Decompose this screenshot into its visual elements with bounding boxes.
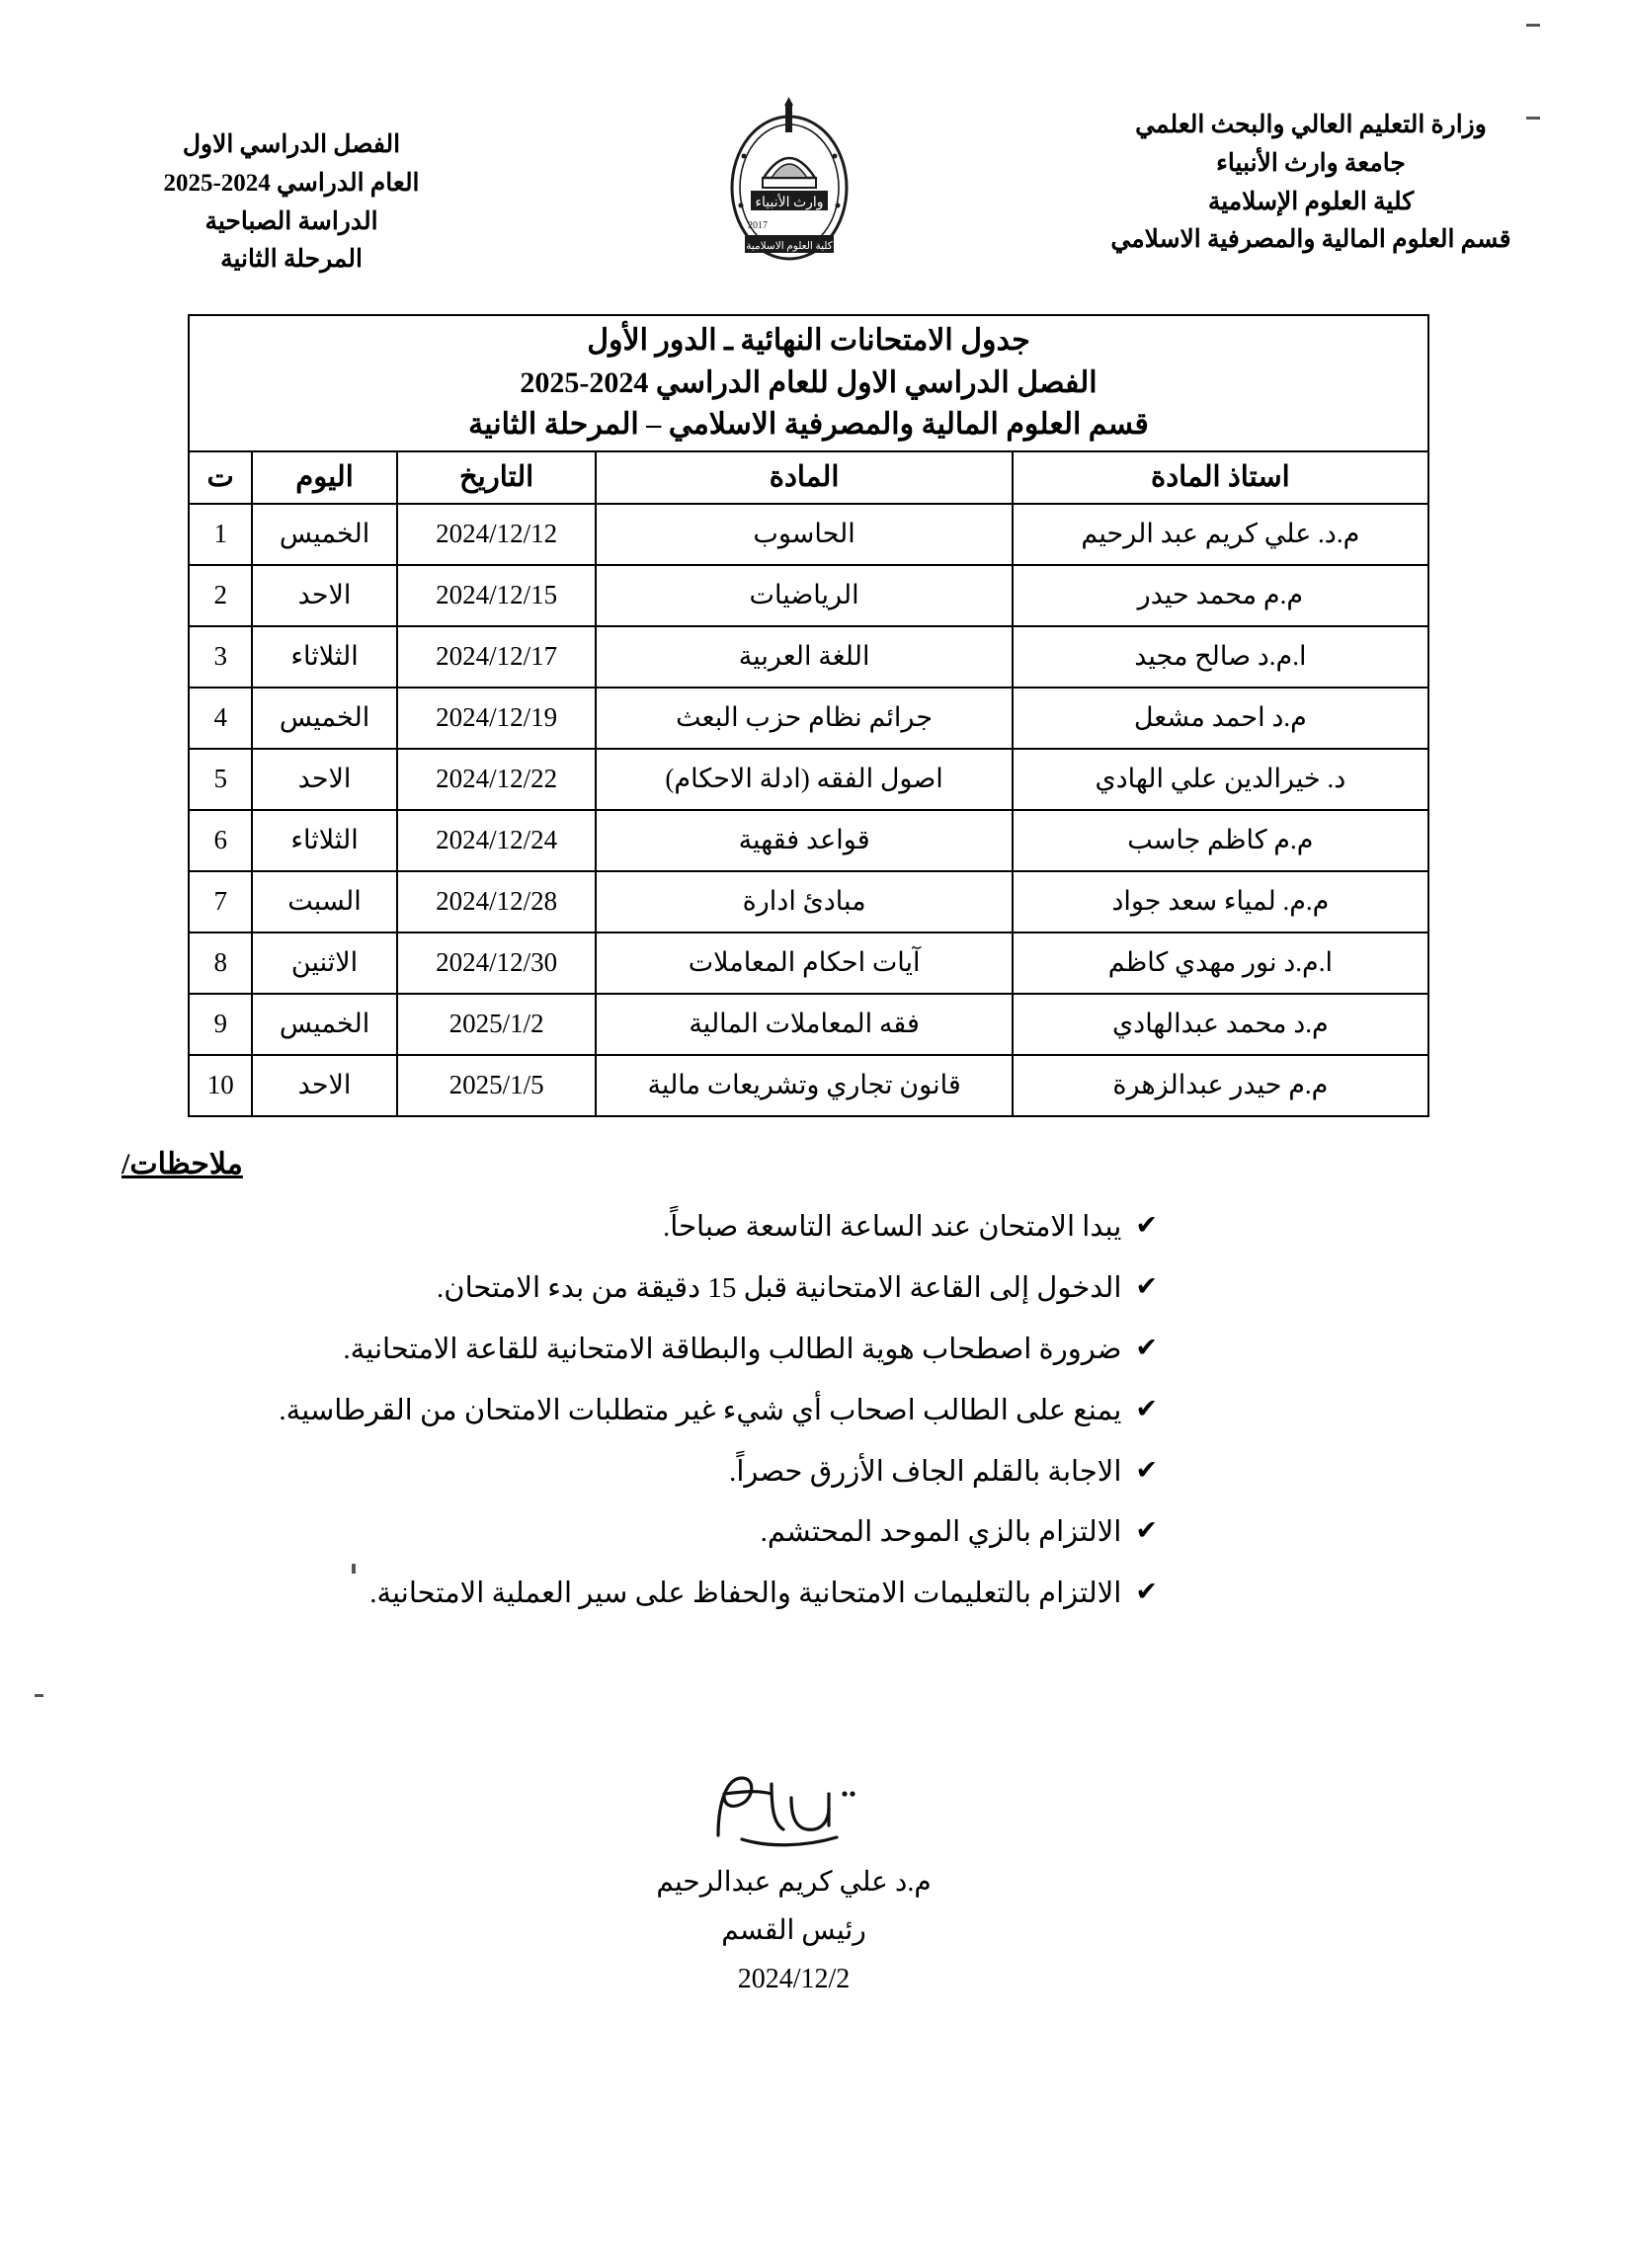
cell-index: 4 xyxy=(189,688,252,749)
svg-text:2017: 2017 xyxy=(747,220,768,231)
cell-day: الخميس xyxy=(252,994,396,1055)
ministry-block xyxy=(1098,107,1523,260)
cell-day: الاحد xyxy=(252,749,396,810)
document-header xyxy=(0,0,1627,280)
table-row xyxy=(189,810,1428,871)
cell-date: 2024/12/19 xyxy=(397,688,597,749)
handwritten-signature xyxy=(0,1764,1587,1858)
cell-subject: اللغة العربية xyxy=(596,626,1012,688)
cell-subject: الحاسوب xyxy=(596,504,1012,565)
cell-index: 10 xyxy=(189,1055,252,1116)
check-icon: ✔ xyxy=(1135,1515,1158,1546)
note-text: الالتزام بالتعليمات الامتحانية والحفاظ على سير العملية الامتحانية. xyxy=(369,1578,1122,1610)
cell-day: الاحد xyxy=(252,565,396,626)
cell-professor: م.م. لمياء سعد جواد xyxy=(1013,871,1428,932)
cell-professor: م.د. علي كريم عبد الرحيم xyxy=(1013,504,1428,565)
cell-professor: م.م حيدر عبدالزهرة xyxy=(1013,1055,1428,1116)
table-title-line-1: جدول الامتحانات النهائية ـ الدور الأول xyxy=(587,324,1030,357)
scan-artifact-left-lower xyxy=(35,1694,43,1697)
table-title-row xyxy=(189,315,1428,451)
table-row xyxy=(189,1055,1428,1116)
cell-professor: م.م كاظم جاسب xyxy=(1013,810,1428,871)
column-header-date: التاريخ xyxy=(397,451,597,504)
note-text: الدخول إلى القاعة الامتحانية قبل 15 دقيقة من بدء الامتحان. xyxy=(437,1271,1122,1304)
cell-professor: م.د محمد عبدالهادي xyxy=(1013,994,1428,1055)
table-row xyxy=(189,871,1428,932)
note-text: يمنع على الطالب اصحاب أي شيء غير متطلبات الامتحان من القرطاسية. xyxy=(279,1394,1122,1426)
table-row xyxy=(189,688,1428,749)
signer-role: رئيس القسم xyxy=(721,1915,866,1947)
note-text: الاجابة بالقلم الجاف الأزرق حصراً. xyxy=(729,1455,1122,1488)
notes-list xyxy=(104,1205,1523,1617)
cell-subject: قانون تجاري وتشريعات مالية xyxy=(596,1055,1012,1116)
cell-index: 2 xyxy=(189,565,252,626)
cell-index: 3 xyxy=(189,626,252,688)
svg-text:كلية العلوم الاسلامية: كلية العلوم الاسلامية xyxy=(745,241,833,252)
table-title-line-2: الفصل الدراسي الاول للعام الدراسي 2024-2025 xyxy=(520,365,1098,399)
cell-date: 2024/12/15 xyxy=(397,565,597,626)
university-logo xyxy=(715,97,863,270)
table-header-row xyxy=(189,451,1428,504)
cell-day: الخميس xyxy=(252,688,396,749)
cell-index: 9 xyxy=(189,994,252,1055)
cell-day: الثلاثاء xyxy=(252,810,396,871)
cell-day: الثلاثاء xyxy=(252,626,396,688)
notes-title: ملاحظات/ xyxy=(122,1147,243,1180)
cell-index: 7 xyxy=(189,871,252,932)
table-row xyxy=(189,749,1428,810)
semester-block xyxy=(104,126,479,280)
column-header-professor: استاذ المادة xyxy=(1013,451,1428,504)
academic-year-line: العام الدراسي 2024-2025 xyxy=(163,169,420,197)
check-icon: ✔ xyxy=(1135,1577,1158,1607)
check-icon: ✔ xyxy=(1135,1209,1158,1240)
cell-subject: اصول الفقه (ادلة الاحكام) xyxy=(596,749,1012,810)
column-header-index: ت xyxy=(189,451,252,504)
study-type-line: الدراسة الصباحية xyxy=(204,207,378,235)
column-header-day: اليوم xyxy=(252,451,396,504)
ministry-line: وزارة التعليم العالي والبحث العلمي xyxy=(1135,112,1487,138)
cell-professor: د. خيرالدين علي الهادي xyxy=(1013,749,1428,810)
stage-line: المرحلة الثانية xyxy=(220,246,363,274)
note-text: الالتزام بالزي الموحد المحتشم. xyxy=(760,1516,1122,1549)
cell-date: 2025/1/2 xyxy=(397,994,597,1055)
table-row xyxy=(189,932,1428,994)
cell-index: 6 xyxy=(189,810,252,871)
check-icon: ✔ xyxy=(1135,1454,1158,1485)
cell-day: الاحد xyxy=(252,1055,396,1116)
list-item xyxy=(104,1572,1523,1616)
table-title-line-3: قسم العلوم المالية والمصرفية الاسلامي – المرحلة الثانية xyxy=(468,408,1149,442)
exam-table-wrapper xyxy=(188,314,1429,1117)
table-row xyxy=(189,504,1428,565)
exam-table-body xyxy=(189,504,1428,1116)
table-title-cell xyxy=(189,315,1428,451)
column-header-subject: المادة xyxy=(596,451,1012,504)
cell-index: 8 xyxy=(189,932,252,994)
cell-date: 2024/12/28 xyxy=(397,871,597,932)
cell-date: 2024/12/12 xyxy=(397,504,597,565)
list-item xyxy=(104,1510,1523,1555)
cell-professor: ا.م.د صالح مجيد xyxy=(1013,626,1428,688)
list-item xyxy=(104,1266,1523,1311)
list-item xyxy=(104,1205,1523,1250)
cell-date: 2024/12/22 xyxy=(397,749,597,810)
cell-subject: قواعد فقهية xyxy=(596,810,1012,871)
table-row xyxy=(189,565,1428,626)
cell-day: السبت xyxy=(252,871,396,932)
scan-artifact-right xyxy=(1526,117,1540,120)
cell-professor: م.م محمد حيدر xyxy=(1013,565,1428,626)
college-line: كلية العلوم الإسلامية xyxy=(1207,188,1415,215)
signature-date: 2024/12/2 xyxy=(737,1964,851,1995)
cell-professor: م.د احمد مشعل xyxy=(1013,688,1428,749)
exam-schedule-table xyxy=(188,314,1429,1117)
cell-date: 2025/1/5 xyxy=(397,1055,597,1116)
note-text: يبدا الامتحان عند الساعة التاسعة صباحاً. xyxy=(663,1210,1122,1243)
cell-subject: آيات احكام المعاملات xyxy=(596,932,1012,994)
note-text: ضرورة اصطحاب هوية الطالب والبطاقة الامتحانية للقاعة الامتحانية. xyxy=(343,1333,1122,1365)
cell-subject: فقه المعاملات المالية xyxy=(596,994,1012,1055)
cell-day: الخميس xyxy=(252,504,396,565)
scan-artifact-top-right xyxy=(1526,24,1540,27)
cell-date: 2024/12/17 xyxy=(397,626,597,688)
signer-name: م.د علي كريم عبدالرحيم xyxy=(656,1867,932,1899)
notes-section xyxy=(104,1147,1523,1617)
university-line: جامعة وارث الأنبياء xyxy=(1216,149,1406,177)
cell-date: 2024/12/24 xyxy=(397,810,597,871)
cell-day: الاثنين xyxy=(252,932,396,994)
list-item xyxy=(104,1389,1523,1433)
table-row xyxy=(189,994,1428,1055)
list-item xyxy=(104,1328,1523,1372)
signature-block xyxy=(0,1764,1627,2003)
table-row xyxy=(189,626,1428,688)
check-icon: ✔ xyxy=(1135,1332,1158,1362)
semester-line: الفصل الدراسي الاول xyxy=(182,131,401,158)
check-icon: ✔ xyxy=(1135,1393,1158,1423)
cell-index: 5 xyxy=(189,749,252,810)
check-icon: ✔ xyxy=(1135,1270,1158,1301)
svg-text:وارث الأنبياء: وارث الأنبياء xyxy=(754,196,824,210)
cell-subject: الرياضيات xyxy=(596,565,1012,626)
cell-professor: ا.م.د نور مهدي كاظم xyxy=(1013,932,1428,994)
cell-subject: جرائم نظام حزب البعث xyxy=(596,688,1012,749)
cell-index: 1 xyxy=(189,504,252,565)
cell-date: 2024/12/30 xyxy=(397,932,597,994)
department-line: قسم العلوم المالية والمصرفية الاسلامي xyxy=(1110,226,1511,254)
cell-subject: مبادئ ادارة xyxy=(596,871,1012,932)
scan-artifact-left xyxy=(352,1564,356,1574)
list-item xyxy=(104,1450,1523,1495)
